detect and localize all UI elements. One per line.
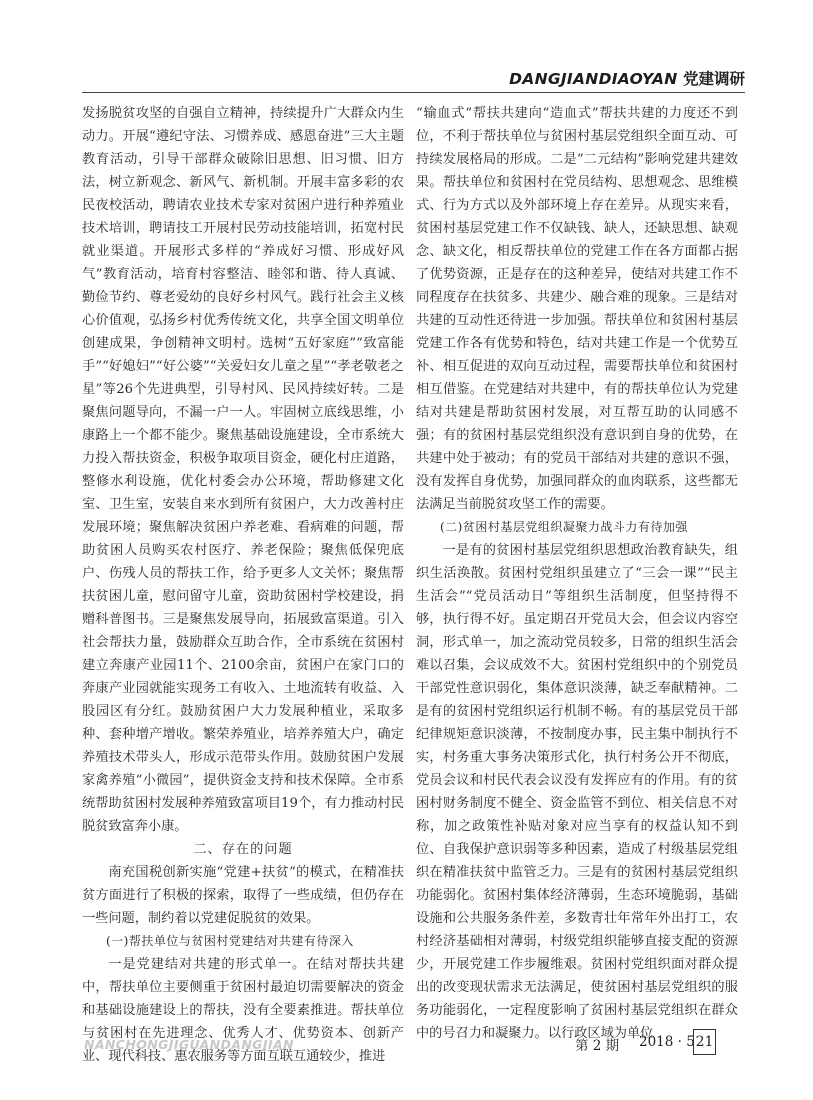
- paragraph: 发扬脱贫攻坚的自强自立精神，持续提升广大群众内生动力。开展“遵纪守法、习惯养成、感恩奋进”三大主题教育活动，引导干部群众破除旧思想、旧习惯、旧方法，树立新观念、新风气、新机制。开展丰富多彩的农民夜校活动，聘请农业技术专家对贫困户进行种养殖业技术培训，聘请技工开展村民劳动技能培训，拓宽村民就业渠道。开展形式多样的“养成好习惯、形成好风气”教育活动，培育村容整洁、睦邻和谐、待人真诚、勤俭节约、尊老爱幼的良好乡村风气。践行社会主义核心价值观，弘扬乡村优秀传统文化，共享全国文明单位创建成果，争创精神文明村。选树“五好家庭”“致富能手”“好媳妇”“好公婆”“关爱妇女儿童之星”“孝老敬老之星”等26个先进典型，引导村风、民风持续好转。二是聚焦问题导向，不漏一户一人。牢固树立底线思维，小康路上一个都不能少。聚焦基础设施建设，全市系统大力投入帮扶资金，积极争取项目资金，硬化村庄道路，整修水利设施，优化村委会办公环境，帮助修建文化室、卫生室，安装自来水到所有贫困户，大力改善村庄发展环境；聚焦解决贫困户养老难、看病难的问题，帮助贫困人员购买农村医疗、养老保险；聚焦低保兜底户、伤残人员的帮扶工作，给予更多人文关怀；聚焦帮扶贫困儿童，慰问留守儿童，资助贫困村学校建设，捐赠科普图书。三是聚焦发展导向，拓展致富渠道。引入社会帮扶力量，鼓励群众互助合作，全市系统在贫困村建立奔康产业园11个、2100余亩，贫困户在家门口的奔康产业园就能实现务工有收入、土地流转有收益、入股园区有分红。鼓励贫困户大力发展种植业，采取多种、套种增产增收。繁荣养殖业，培养养殖大户，确定养殖技术带头人，形成示范带头作用。鼓励贫困户发展家禽养殖“小微园”，提供资金支持和技术保障。全市系统帮助贫困村发展种养殖致富项目19个，有力推动村民脱贫致富奔小康。: [82, 106, 404, 834]
- page-number: 21: [693, 1029, 716, 1055]
- paragraph: 一是有的贫困村基层党组织思想政治教育缺失，组织生活涣散。贫困村党组织虽建立了“三会一课”“民主生活会”“党员活动日”等组织生活制度，但坚持得不够，执行得不好。虽定期召开党员大会，但会议内容空洞，形式单一，加之流动党员较多，日常的组织生活会难以召集，会议成效不大。贫困村党组织中的个别党员干部党性意识弱化，集体意识淡薄，缺乏奉献精神。二是有的贫困村党组织运行机制不畅。有的基层党员干部纪律规矩意识淡薄，不按制度办事，民主集中制执行不实，村务重大事务决策形式化，执行村务公开不彻底，党员会议和村民代表会议没有发挥应有的作用。有的贫困村财务制度不健全、资金监管不到位、相关信息不对称，加之政策性补贴对象对应当享有的权益认知不到位、自我保护意识弱等多种因素，造成了村级基层党组织在精准扶贫中监管乏力。三是有的贫困村基层党组织功能弱化。贫困村集体经济薄弱，生态环境脆弱，基础设施和公共服务条件差，多数青壮年常年外出打工，农村经济基础相对薄弱，村级党组织能够直接支配的资源少，开展党建工作步履维艰。贫困村党组织面对群众提出的改变现状需求无法满足，使贫困村基层党组织的服务功能弱化，一定程度影响了贫困村基层党组织在群众中的号召力和凝聚力。以行政区域为单位: [416, 543, 738, 1041]
- footer-issue: 第 2 期: [575, 1038, 620, 1054]
- header-rule: [82, 92, 745, 93]
- section-heading: 二、存在的问题: [193, 842, 293, 857]
- journal-section-header: [509, 67, 745, 89]
- footer-date: 2018 · 5: [639, 1034, 695, 1050]
- section-name-english: DANGJIANDIAOYAN: [509, 70, 678, 88]
- right-column: [416, 102, 738, 1045]
- paragraph: “输血式”帮扶共建向“造血式”帮扶共建的力度还不到位，不利于帮扶单位与贫困村基层党组织全面互动、可持续发展格局的形成。二是“二元结构”影响党建共建效果。帮扶单位和贫困村在党员结构、思想观念、思维模式、行为方式以及外部环境上存在差异。从现实来看，贫困村基层党建工作不仅缺钱、缺人，还缺思想、缺观念、缺文化，相反帮扶单位的党建工作在各方面都占据了优势资源，正是存在的这种差异，使结对共建工作不同程度存在扶贫多、共建少、融合难的现象。三是结对共建的互动性还待进一步加强。帮扶单位和贫困村基层党建工作各有优势和特色，结对共建工作是一个优势互补、相互促进的双向互动过程，需要帮扶单位和贫困村相互借鉴。在党建结对共建中，有的帮扶单位认为党建结对共建是帮助贫困村发展，对互帮互助的认同感不强；有的贫困村基层党组织没有意识到自身的优势，在共建中处于被动；有的党员干部结对共建的意识不强，没有发挥自身优势，加强同群众的血肉联系，这些都无法满足当前脱贫攻坚工作的需要。: [416, 106, 738, 512]
- section-name-chinese: 党建调研: [682, 70, 745, 88]
- footer-journal-name: NANCHONGJIGUANDANGJIAN: [84, 1037, 294, 1052]
- subsection-heading: (一)帮扶单位与贫困村党建结对共建有待深入: [106, 934, 354, 948]
- paragraph: 南充国税创新实施“党建+扶贫”的模式，在精准扶贫方面进行了积极的探索，取得了一些成绩，但仍存在一些问题，制约着以党建促脱贫的效果。: [82, 865, 404, 926]
- left-column: [82, 102, 404, 1068]
- subsection-heading: (二)贫困村基层党组织凝聚力战斗力有待加强: [440, 520, 688, 534]
- paragraph: 一是党建结对共建的形式单一。在结对帮扶共建中，帮扶单位主要侧重于贫困村最迫切需要解决的资金和基础设施建设上的帮扶，没有全要素推进。帮扶单位与贫困村在先进理念、优秀人才、优势资本、创新产业、现代科技、惠农服务等方面互联互通较少，推进: [82, 957, 404, 1064]
